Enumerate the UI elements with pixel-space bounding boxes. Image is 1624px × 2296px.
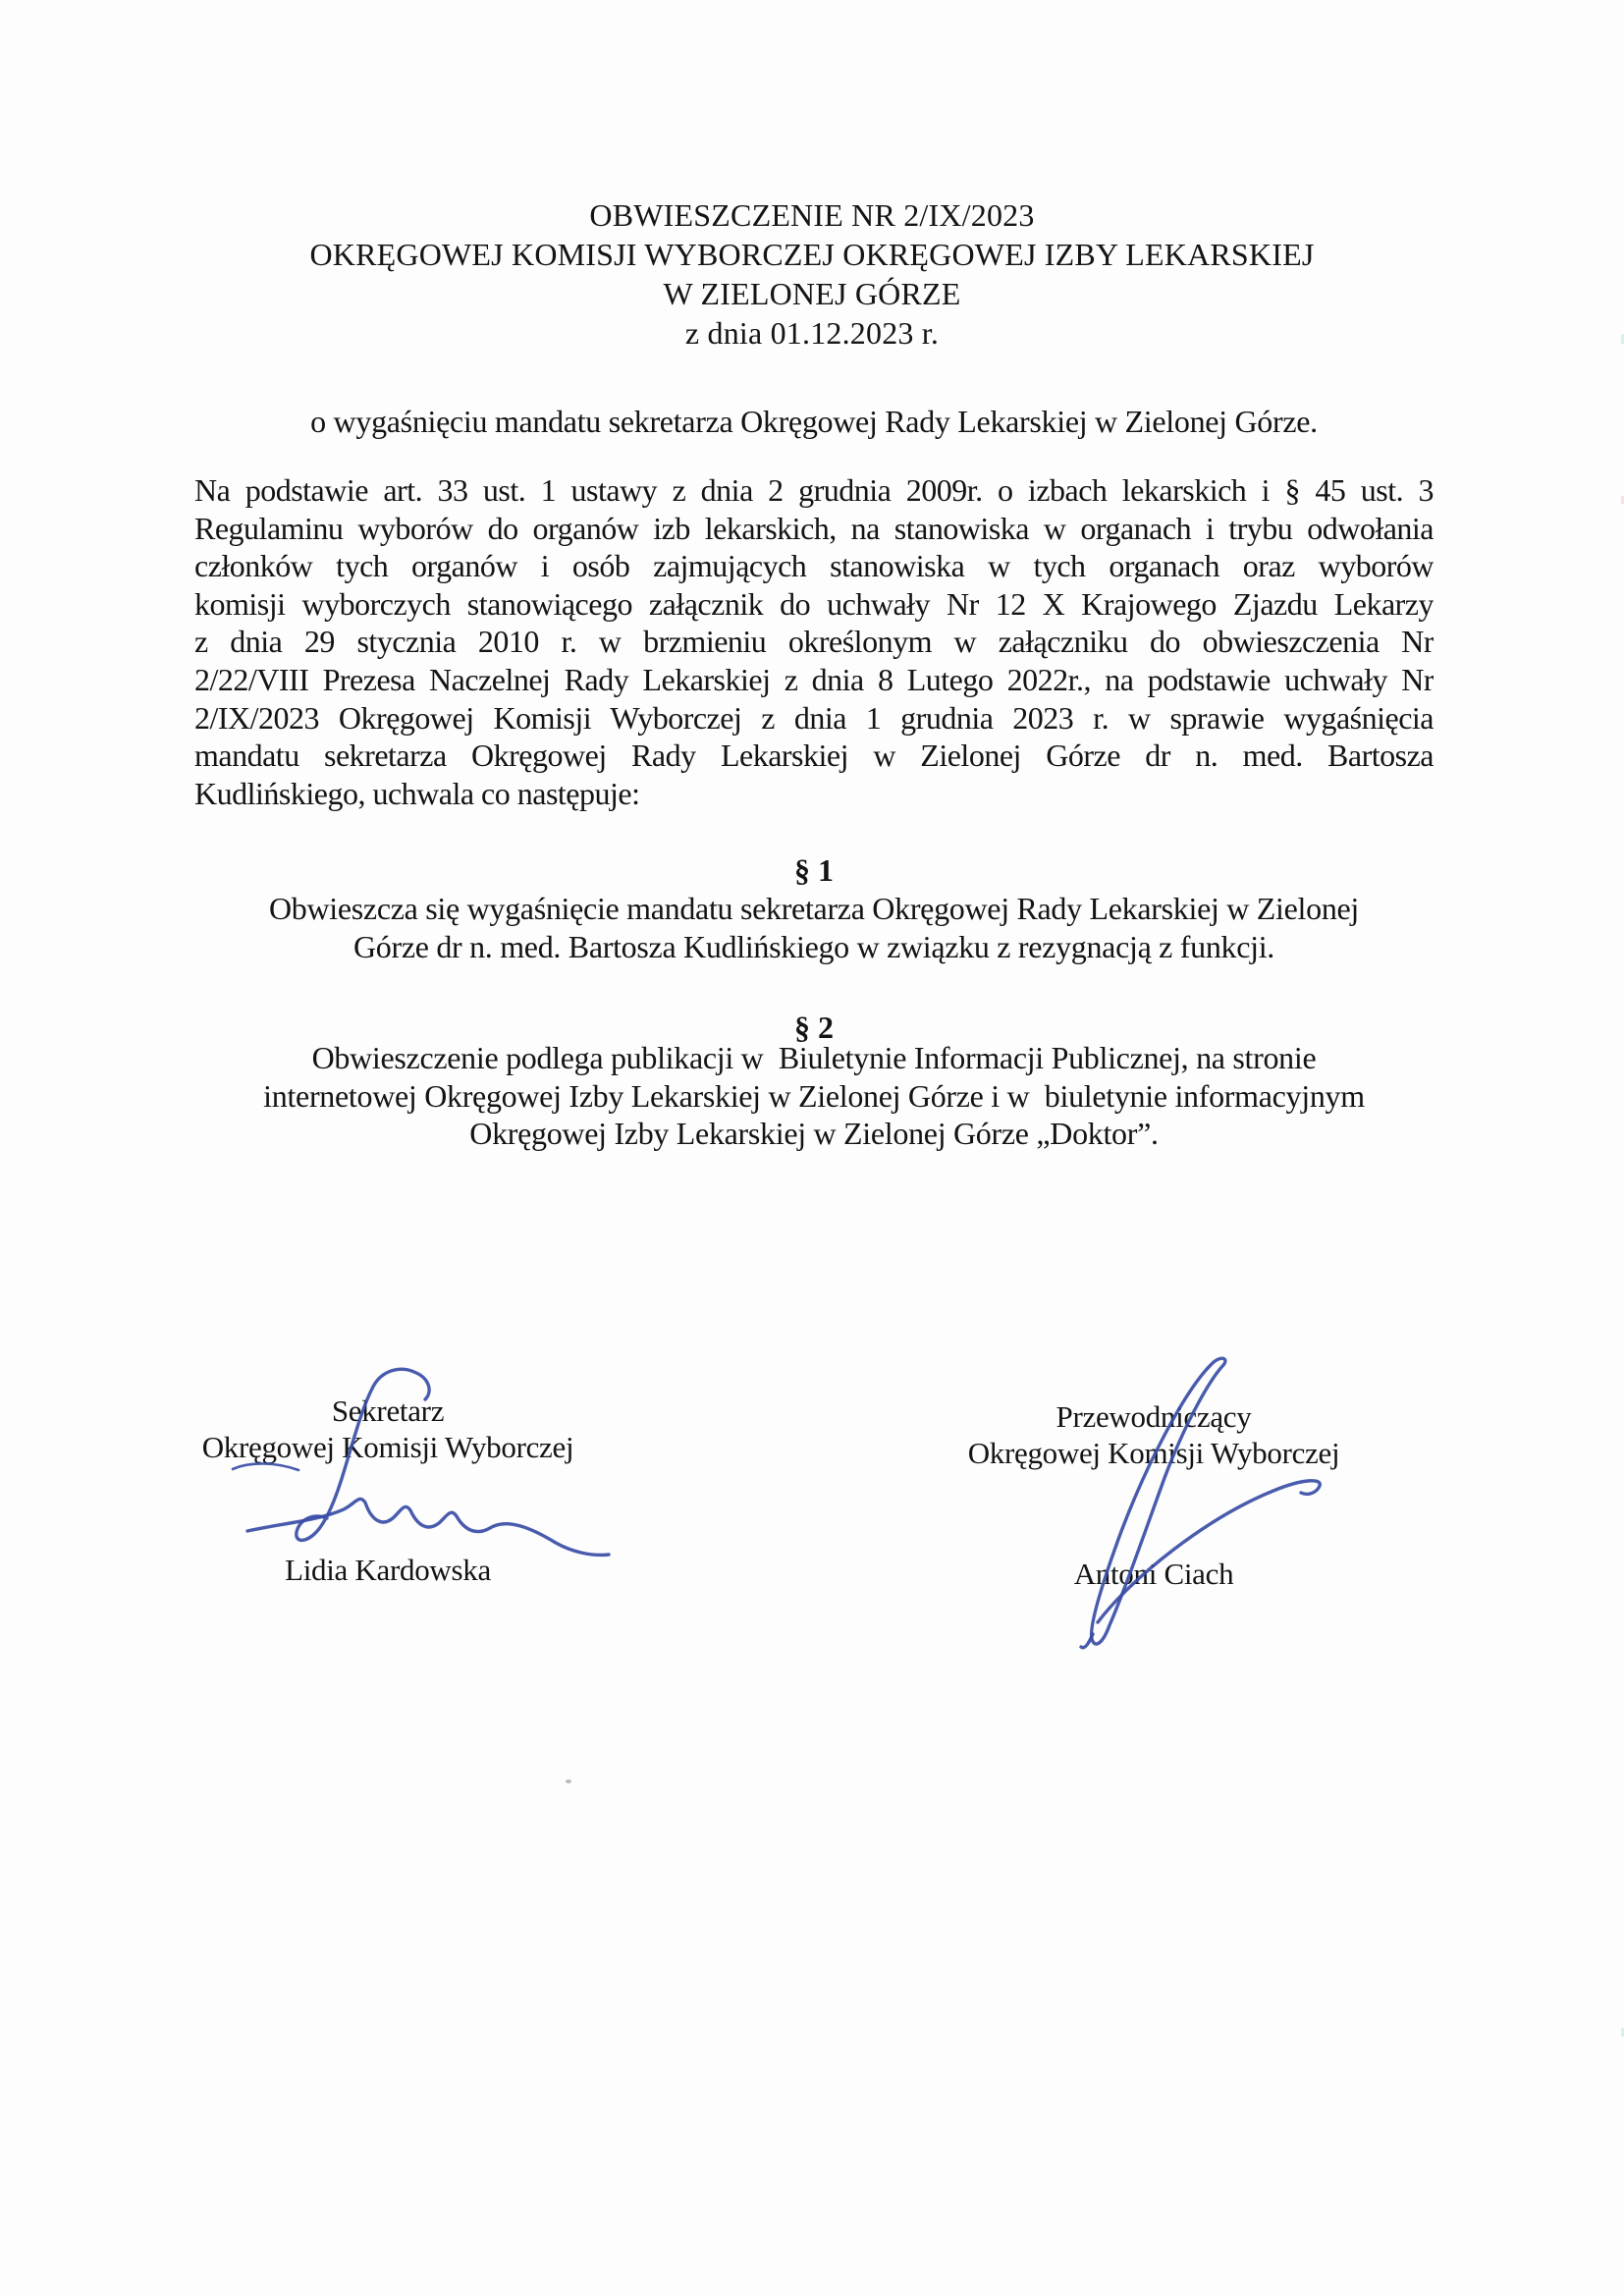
preamble-line: członków tych organów i osób zajmujących stanowiska w tych organach oraz wyborów (194, 548, 1434, 584)
handwritten-signature-left (233, 1369, 609, 1555)
section-1-heading: § 1 (794, 852, 834, 888)
section-1-body (194, 890, 1434, 965)
signature-right-role-line2: Okręgowej Komisji Wyborczej (967, 1436, 1340, 1470)
preamble-line: 2/IX/2023 Okręgowej Komisji Wyborczej z dnia 1 grudnia 2023 r. w sprawie wygaśnięcia (194, 699, 1434, 736)
handwritten-signature-right (1081, 1358, 1320, 1648)
preamble-paragraph (194, 471, 1434, 812)
signature-left-role-line1: Sekretarz (331, 1394, 445, 1428)
section-2-line: internetowej Okręgowej Izby Lekarskiej w Zielonej Górze i w biuletynie informacyjnym (263, 1077, 1365, 1114)
signature-right-name: Antoni Ciach (1073, 1557, 1234, 1591)
section-2-heading: § 2 (794, 1010, 834, 1045)
document-date-line: z dnia 01.12.2023 r. (684, 315, 940, 351)
scan-speck (566, 1779, 571, 1783)
section-2-line: Obwieszczenie podlega publikacji w Biuletynie Informacji Publicznej, na stronie (311, 1040, 1317, 1075)
preamble-line: 2/22/VIII Prezesa Naczelnej Rady Lekarskiej z dnia 8 Lutego 2022r., na podstawie uchwały Nr (194, 661, 1434, 697)
preamble-line: mandatu sekretarza Okręgowej Rady Lekarskiej w Zielonej Górze dr n. med. Bartosza (194, 738, 1434, 774)
preamble-line: Regulaminu wyborów do organów izb lekarskich, na stanowiska w organach i trybu odwołania (194, 510, 1434, 546)
signature-left-name: Lidia Kardowska (285, 1553, 491, 1587)
signature-right-role-line1: Przewodniczący (1056, 1399, 1252, 1434)
preamble-line: Kudlińskiego, uchwala co następuje: (194, 775, 640, 811)
document-title-line2: OKRĘGOWEJ KOMISJI WYBORCZEJ OKRĘGOWEJ IZBY LEKARSKIEJ (309, 237, 1315, 272)
document-subject: o wygaśnięciu mandatu sekretarza Okręgowej Rady Lekarskiej w Zielonej Górze. (310, 404, 1318, 439)
signature-left-role-line2: Okręgowej Komisji Wyborczej (201, 1430, 574, 1464)
document-title-line1: OBWIESZCZENIE NR 2/IX/2023 (589, 197, 1035, 233)
handwritten-signatures (177, 1341, 1394, 1669)
preamble-line: Na podstawie art. 33 ust. 1 ustawy z dnia 2 grudnia 2009r. o izbach lekarskich i § 45 ust. 3 (194, 472, 1434, 508)
document-header (0, 195, 1624, 353)
document-title-line3: W ZIELONEJ GÓRZE (663, 276, 961, 311)
section-1-line: Górze dr n. med. Bartosza Kudlińskiego w związku z rezygnacją z funkcji. (352, 928, 1275, 964)
section-2-body (194, 1039, 1434, 1153)
preamble-line: komisji wyborczych stanowiącego załącznik do uchwały Nr 12 X Krajowego Zjazdu Lekarzy (194, 585, 1434, 622)
preamble-line: z dnia 29 stycznia 2010 r. w brzmieniu określonym w załączniku do obwieszczenia Nr (194, 624, 1434, 660)
section-2-line: Okręgowej Izby Lekarskiej w Zielonej Górze „Doktor”. (469, 1116, 1159, 1151)
section-1-line: Obwieszcza się wygaśnięcie mandatu sekretarza Okręgowej Rady Lekarskiej w Zielonej (268, 891, 1360, 926)
